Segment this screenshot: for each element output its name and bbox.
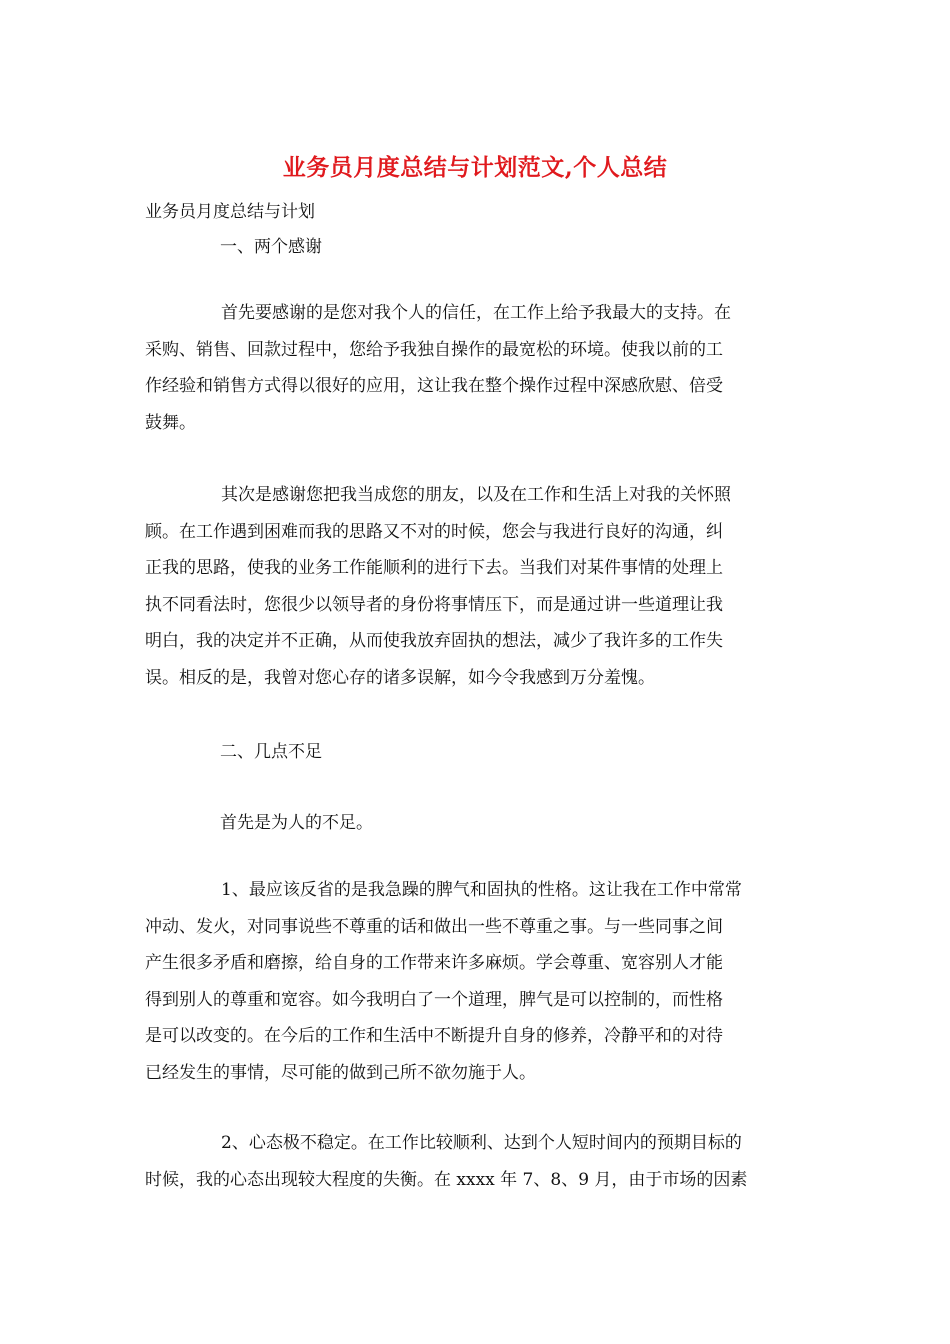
document-subtitle: 业务员月度总结与计划 (145, 202, 315, 222)
paragraph-line: 冲动、发火，对同事说些不尊重的话和做出一些不尊重之事。与一些同事之间 (145, 916, 723, 937)
paragraph-line: 已经发生的事情，尽可能的做到己所不欲勿施于人。 (145, 1062, 536, 1083)
paragraph-line: 鼓舞。 (145, 412, 196, 433)
paragraph-line: 执不同看法时，您很少以领导者的身份将事情压下，而是通过讲一些道理让我 (145, 594, 723, 615)
paragraph-line: 顾。在工作遇到困难而我的思路又不对的时候，您会与我进行良好的沟通，纠 (145, 521, 723, 542)
section-heading-shortcomings: 二、几点不足 (220, 742, 322, 762)
paragraph-thanks-friendship (145, 477, 805, 696)
paragraph-line: 明白，我的决定并不正确，从而使我放弃固执的想法，减少了我许多的工作失 (145, 631, 723, 651)
paragraph-line: 误。相反的是，我曾对您心存的诸多误解，如今令我感到万分羞愧。 (145, 667, 655, 688)
section-heading-thanks: 一、两个感谢 (220, 237, 322, 257)
paragraph-line: 得到别人的尊重和宽容。如今我明白了一个道理，脾气是可以控制的，而性格 (145, 989, 723, 1010)
paragraph-line: 作经验和销售方式得以很好的应用，这让我在整个操作过程中深感欣慰、倍受 (145, 376, 723, 396)
paragraph-thanks-trust (145, 295, 805, 441)
paragraph-line: 其次是感谢您把我当成您的朋友，以及在工作和生活上对我的关怀照 (221, 485, 731, 505)
paragraph-line: 采购、销售、回款过程中，您给予我独自操作的最宽松的环境。使我以前的工 (145, 339, 723, 360)
paragraph-line: 首先要感谢的是您对我个人的信任，在工作上给予我最大的支持。在 (221, 303, 731, 323)
section-intro: 首先是为人的不足。 (220, 813, 373, 833)
paragraph-line: 正我的思路，使我的业务工作能顺利的进行下去。当我们对某件事情的处理上 (145, 558, 723, 578)
paragraph-temper (145, 872, 805, 1091)
paragraph-line: 时候，我的心态出现较大程度的失衡。在 xxxx 年 7、8、9 月，由于市场的因素 (145, 1169, 748, 1190)
paragraph-line: 1、最应该反省的是我急躁的脾气和固执的性格。这让我在工作中常常 (221, 880, 742, 900)
document-title: 业务员月度总结与计划范文,个人总结 (282, 154, 668, 181)
paragraph-mindset (145, 1125, 805, 1198)
paragraph-line: 2、心态极不稳定。在工作比较顺利、达到个人短时间内的预期目标的 (221, 1133, 742, 1153)
paragraph-line: 是可以改变的。在今后的工作和生活中不断提升自身的修养，冷静平和的对待 (145, 1026, 723, 1046)
paragraph-line: 产生很多矛盾和磨擦，给自身的工作带来许多麻烦。学会尊重、宽容别人才能 (145, 953, 723, 973)
